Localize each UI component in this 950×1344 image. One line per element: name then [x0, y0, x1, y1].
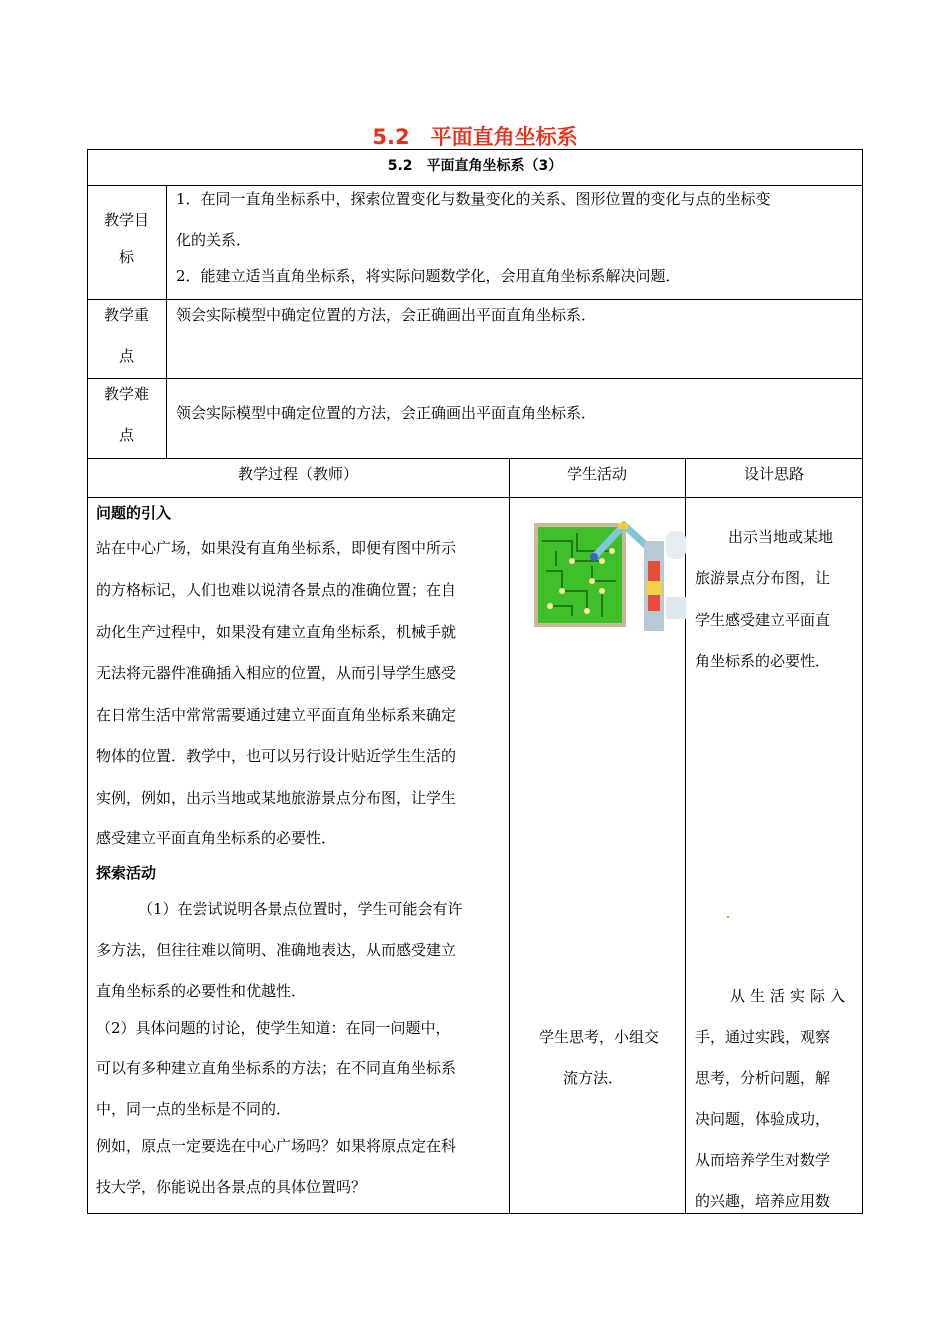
design-line: 学生感受建立平面直 [695, 611, 831, 629]
column-header-design: 设计思路 [743, 465, 804, 483]
explore-line: （2）具体问题的讨论，使学生知道：在同一问题中， [96, 1019, 451, 1037]
intro-line: 的方格标记，人们也难以说清各景点的准确位置；在自 [96, 581, 457, 599]
explore-heading: 探索活动 [96, 864, 157, 882]
intro-line: 在日常生活中常常需要通过建立平面直角坐标系来确定 [96, 706, 457, 724]
explore-line: 多方法，但往往难以简明、准确地表达，从而感受建立 [96, 941, 457, 959]
intro-line: 站在中心广场，如果没有直角坐标系，即便有图中所示 [96, 539, 457, 557]
rule [166, 185, 167, 458]
design-line: 决问题，体验成功， [695, 1110, 831, 1128]
design-line: 手，通过实践，观察 [695, 1028, 831, 1046]
goals-line: 2．能建立适当直角坐标系，将实际问题数学化，会用直角坐标系解决问题． [176, 267, 681, 285]
explore-line: 中，同一点的坐标是不同的． [96, 1100, 292, 1118]
explore-line: 直角坐标系的必要性和优越性． [96, 982, 307, 1000]
rule [87, 299, 863, 300]
goals-label-line2: 标 [119, 248, 135, 266]
rule [87, 185, 863, 186]
design-line: 从生活实际入 [730, 987, 851, 1005]
document-title: 5.2 平面直角坐标系 [372, 125, 578, 149]
difficulties-text: 领会实际模型中确定位置的方法，会正确画出平面直角坐标系． [176, 404, 597, 422]
explore-line: 例如，原点一定要选在中心广场吗？如果将原点定在科 [96, 1137, 457, 1155]
rule [87, 458, 863, 459]
intro-line: 感受建立平面直角坐标系的必要性． [96, 829, 337, 847]
intro-line: 动化生产过程中，如果没有建立直角坐标系，机械手就 [96, 623, 457, 641]
column-header-student: 学生活动 [566, 465, 627, 483]
design-line: 思考，分析问题，解 [695, 1069, 831, 1087]
design-line: 旅游景点分布图，让 [695, 569, 831, 587]
rule [509, 458, 510, 1214]
goals-line: 1．在同一直角坐标系中，探索位置变化与数量变化的关系、图形位置的变化与点的坐标变 [176, 190, 771, 208]
design-line: 的兴趣，培养应用数 [695, 1192, 831, 1210]
key-points-label-line2: 点 [119, 347, 135, 365]
difficulties-label-line1: 教学难 [104, 385, 150, 403]
student-activity-line: 学生思考，小组交 [539, 1028, 660, 1046]
speck [727, 916, 729, 918]
explore-line: 可以有多种建立直角坐标系的方法；在不同直角坐标系 [96, 1059, 457, 1077]
explore-line: （1）在尝试说明各景点位置时，学生可能会有许 [138, 900, 463, 918]
key-points-label-line1: 教学重 [104, 306, 150, 324]
intro-line: 物体的位置．教学中，也可以另行设计贴近学生生活的 [96, 747, 457, 765]
design-line: 从而培养学生对数学 [695, 1151, 831, 1169]
key-points-text: 领会实际模型中确定位置的方法，会正确画出平面直角坐标系． [176, 306, 597, 324]
intro-heading: 问题的引入 [96, 504, 172, 522]
goals-label-line1: 教学目 [104, 211, 150, 229]
intro-line: 无法将元器件准确插入相应的位置，从而引导学生感受 [96, 664, 457, 682]
goals-line: 化的关系． [176, 231, 252, 249]
column-header-process: 教学过程（教师） [237, 465, 358, 483]
design-line: 出示当地或某地 [728, 528, 834, 546]
difficulties-label-line2: 点 [119, 426, 135, 444]
rule [87, 497, 863, 498]
design-line: 角坐标系的必要性． [695, 652, 831, 670]
explore-line: 技大学，你能说出各景点的具体位置吗？ [96, 1178, 367, 1196]
rule [87, 378, 863, 379]
student-activity-line: 流方法． [563, 1069, 624, 1087]
section-subtitle: 5.2 平面直角坐标系（3） [387, 158, 563, 174]
circuit-board-robot-arm-icon [532, 521, 687, 636]
intro-line: 实例，例如，出示当地或某地旅游景点分布图，让学生 [96, 789, 457, 807]
